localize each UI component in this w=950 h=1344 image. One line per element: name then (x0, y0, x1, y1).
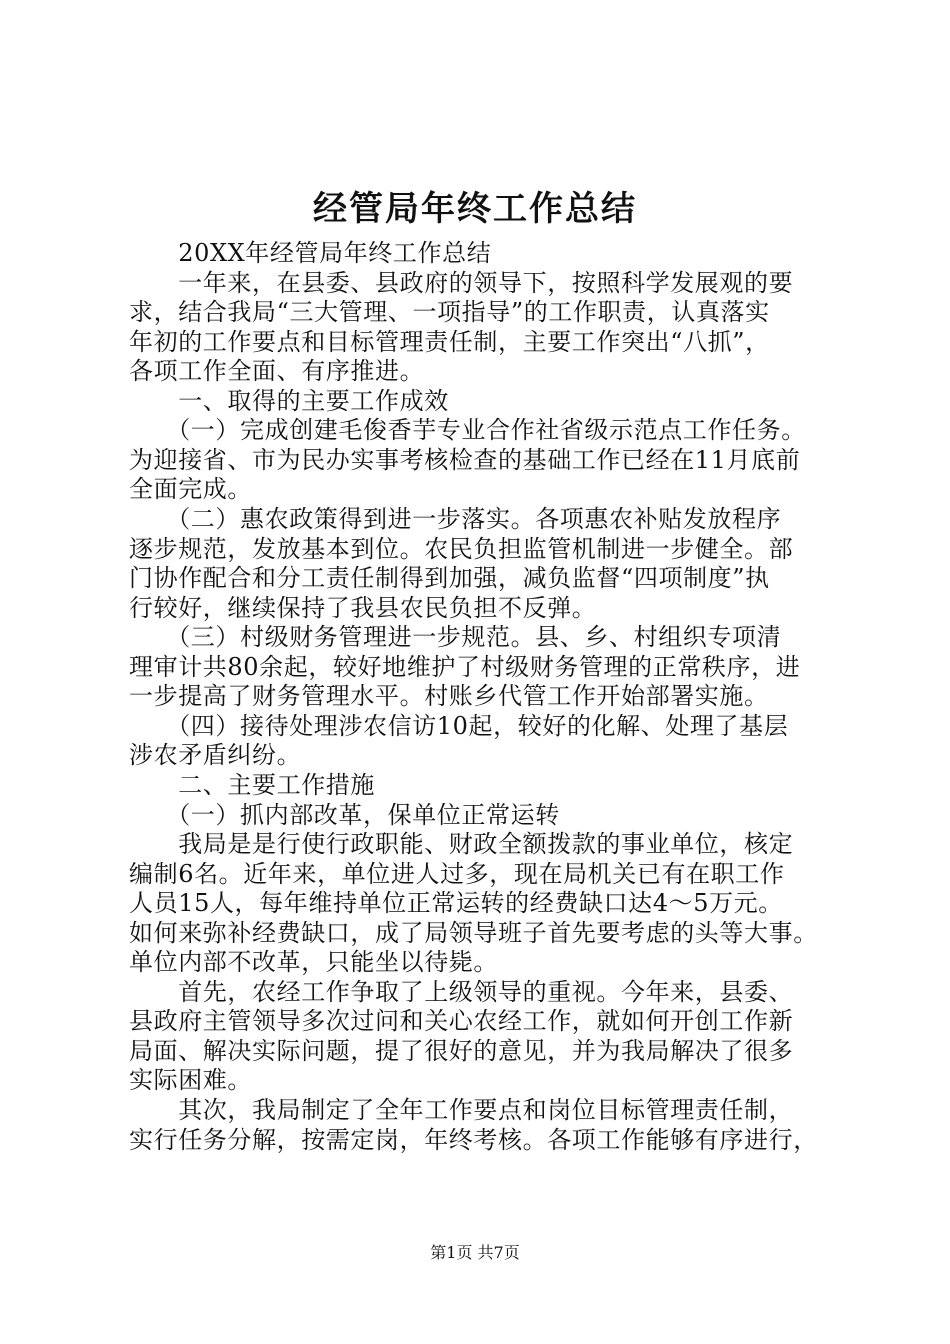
body-line: 实行任务分解，按需定岗，年终考核。各项工作能够有序进行， (129, 1125, 818, 1154)
body-line: 求，结合我局“三大管理、一项指导”的工作职责，认真落实 (129, 298, 770, 327)
body-line: 门协作配合和分工责任制得到加强，减负监督“四项制度”执 (129, 564, 770, 592)
page-footer: 第1页 共7页 (430, 1243, 520, 1262)
body-line: 全面完成。 (129, 475, 252, 504)
body-line: （一）抓内部改革，保单位正常运转 (129, 800, 560, 829)
body-line: 一年来，在县委、县政府的领导下，按照科学发展观的要 (129, 268, 794, 297)
body-line: 一步提高了财务管理水平。村账乡代管工作开始部署实施。 (129, 682, 769, 711)
body-line: 一、取得的主要工作成效 (129, 386, 449, 415)
body-line: 理审计共80余起，较好地维护了村级财务管理的正常秩序，进 (129, 652, 801, 681)
body-line: 首先，农经工作争取了上级领导的重视。今年来，县委、 (129, 977, 794, 1006)
body-line: 县政府主管领导多次过问和关心农经工作，就如何开创工作新 (129, 1007, 794, 1036)
body-line: 实际困难。 (129, 1066, 252, 1095)
body-line: 为迎接省、市为民办实事考核检查的基础工作已经在11月底前 (129, 445, 801, 474)
body-line: 涉农矛盾纠纷。 (129, 741, 302, 770)
body-line: 20XX年经管局年终工作总结 (129, 239, 492, 267)
body-line: 年初的工作要点和目标管理责任制，主要工作突出“八抓”， (129, 327, 770, 356)
document-title: 经管局年终工作总结 (313, 189, 637, 229)
body-line: （四）接待处理涉农信访10起，较好的化解、处理了基层 (129, 711, 789, 740)
body-line: 局面、解决实际问题，提了很好的意见，并为我局解决了很多 (129, 1036, 794, 1065)
body-line: （一）完成创建毛俊香芋专业合作社省级示范点工作任务。 (129, 416, 806, 445)
body-line: 人员15人，每年维持单位正常运转的经费缺口达4～5万元。 (129, 889, 783, 918)
body-line: 单位内部不改革，只能坐以待毙。 (129, 948, 498, 977)
body-line: 如何来弥补经费缺口，成了局领导班子首先要考虑的头等大事。 (129, 918, 818, 947)
body-line: 我局是是行使行政职能、财政全额拨款的事业单位，核定 (129, 830, 794, 858)
body-line: （三）村级财务管理进一步规范。县、乡、村组织专项清 (129, 623, 782, 652)
body-line: 逐步规范，发放基本到位。农民负担监管机制进一步健全。部 (129, 534, 794, 563)
body-line: 行较好，继续保持了我县农民负担不反弹。 (129, 593, 597, 622)
body-line: 各项工作全面、有序推进。 (129, 357, 425, 386)
body-line: 编制6名。近年来，单位进人过多，现在局机关已有在职工作 (129, 859, 785, 888)
body-line: 其次，我局制定了全年工作要点和岗位目标管理责任制， (129, 1096, 794, 1124)
body-line: （二）惠农政策得到进一步落实。各项惠农补贴发放程序 (129, 504, 782, 533)
body-line: 二、主要工作措施 (129, 770, 375, 799)
